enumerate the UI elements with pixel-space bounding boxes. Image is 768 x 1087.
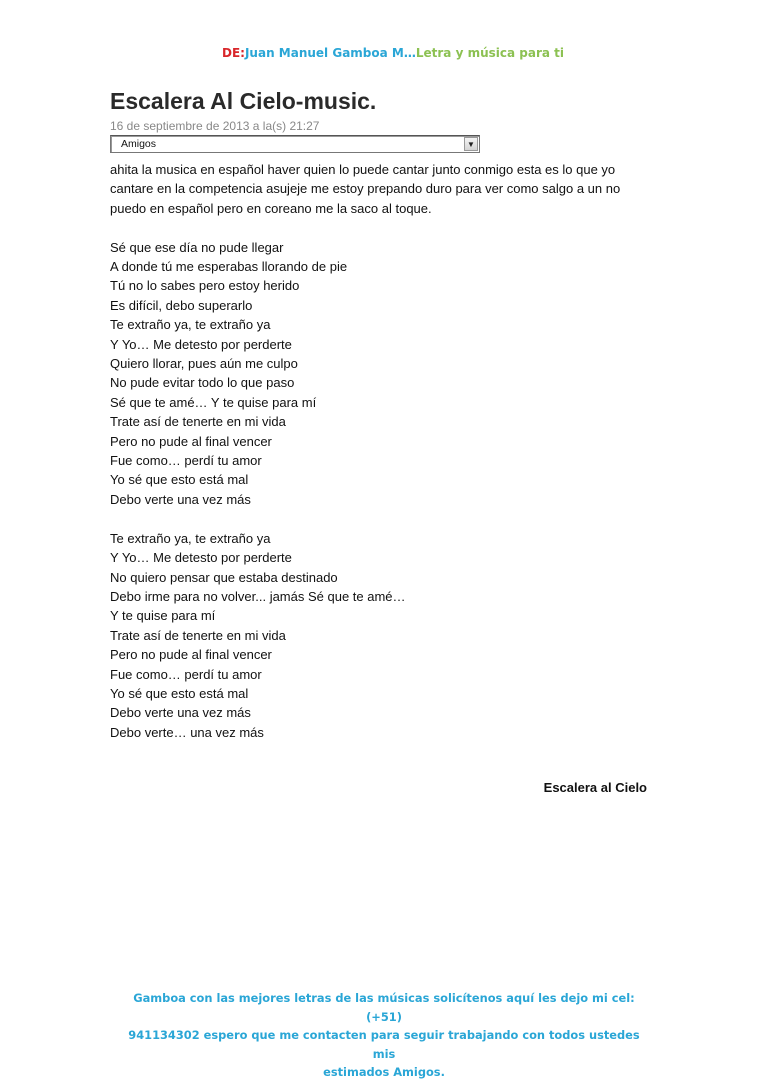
audience-select-value: Amigos [121, 138, 157, 150]
post-title: Escalera Al Cielo-music. [110, 88, 377, 114]
text-line: Debo verte… una vez más [110, 724, 264, 740]
page-footer [120, 989, 648, 1082]
text-line: Fue como… perdí tu amor [110, 453, 262, 469]
text-line: cantare en la competencia asujeje me estoy prepando duro para ver como salgo a un no [110, 181, 621, 197]
text-line: No quiero pensar que estaba destinado [110, 569, 338, 585]
text-line: ahita la musica en español haver quien lo puede cantar junto conmigo esta es lo que yo [110, 162, 616, 177]
text-line: Fue como… perdí tu amor [110, 666, 262, 682]
text-line: Debo verte una vez más [110, 705, 251, 721]
text-line: Trate así de tenerte en mi vida [110, 414, 286, 430]
text-line: Pero no pude al final vencer [110, 647, 272, 663]
header-author: Juan Manuel Gamboa M… [244, 46, 416, 60]
text-line: Pero no pude al final vencer [110, 433, 272, 449]
text-line: Sé que ese día no pude llegar [110, 239, 284, 255]
text-line: Y Yo… Me detesto por perderte [110, 336, 292, 352]
text-line: Tú no lo sabes pero estoy herido [110, 278, 300, 294]
page-header [0, 46, 768, 60]
header-prefix: DE: [222, 46, 245, 60]
text-line: Trate así de tenerte en mi vida [110, 627, 286, 643]
blank-line [110, 218, 655, 237]
text-line: A donde tú me esperabas llorando de pie [110, 259, 348, 275]
footer-line: 941134302 espero que me contacten para seguir trabajando con todos ustedes mis [128, 1028, 640, 1061]
text-line: Sé que te amé… Y te quise para mí [110, 394, 317, 410]
text-line: Quiero llorar, pues aún me culpo [110, 356, 298, 372]
post-date: 16 de septiembre de 2013 a la(s) 21:27 [110, 119, 320, 133]
text-line: Debo verte una vez más [110, 491, 251, 507]
text-line: Y te quise para mí [110, 608, 216, 624]
header-tagline: Letra y música para ti [415, 46, 564, 60]
text-line: Debo irme para no volver... jamás Sé que te amé… [110, 588, 406, 604]
text-line: Te extraño ya, te extraño ya [110, 317, 271, 333]
text-line: Yo sé que esto está mal [110, 685, 249, 701]
text-line: Y Yo… Me detesto por perderte [110, 550, 292, 566]
text-line: Yo sé que esto está mal [110, 472, 249, 488]
footer-line: Gamboa con las mejores letras de las músicas solicítenos aquí les dejo mi cel: (+51) [133, 991, 635, 1024]
text-line: Te extraño ya, te extraño ya [110, 530, 271, 546]
post-signature: Escalera al Cielo [543, 780, 647, 795]
footer-line: estimados Amigos. [323, 1065, 445, 1079]
chevron-down-icon[interactable]: ▼ [464, 137, 478, 151]
text-line: Es difícil, debo superarlo [110, 297, 253, 313]
text-line: puedo en español pero en coreano me la saco al toque. [110, 200, 432, 216]
audience-select[interactable] [110, 135, 480, 153]
text-line: No pude evitar todo lo que paso [110, 375, 295, 391]
blank-line [110, 509, 655, 528]
post-body [110, 160, 655, 742]
